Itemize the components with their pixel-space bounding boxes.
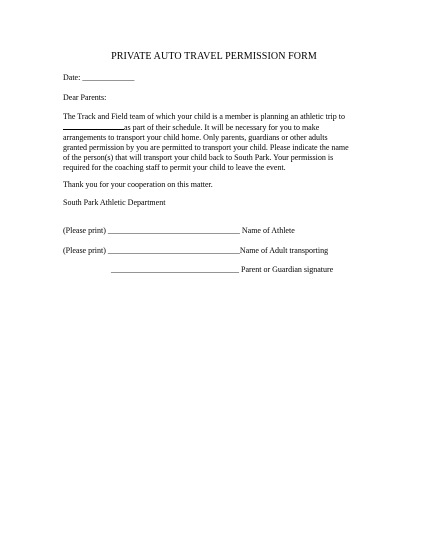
paragraph-line-2-text: as part of their schedule. It will be necessary for you to make bbox=[124, 123, 320, 132]
guardian-signature-field[interactable]: ________________________________ Parent or Guardian signature bbox=[63, 265, 334, 274]
salutation: Dear Parents: bbox=[63, 93, 107, 102]
destination-blank[interactable] bbox=[63, 122, 124, 130]
athlete-name-field[interactable]: (Please print) _________________________________ Name of Athlete bbox=[63, 226, 295, 235]
date-field[interactable]: Date: _____________ bbox=[63, 73, 135, 82]
signoff-line: South Park Athletic Department bbox=[63, 198, 166, 207]
form-title: PRIVATE AUTO TRAVEL PERMISSION FORM bbox=[111, 51, 317, 62]
paragraph-line-6: required for the coaching staff to permit your child to leave the event. bbox=[63, 163, 286, 172]
paragraph-line-4: granted permission by you are permitted to transport your child. Please indicate the name bbox=[63, 143, 349, 152]
body-paragraph bbox=[63, 112, 373, 173]
thanks-line: Thank you for your cooperation on this matter. bbox=[63, 180, 213, 189]
adult-transporting-field[interactable]: (Please print) _________________________________Name of Adult transporting bbox=[63, 246, 329, 255]
paragraph-line-2 bbox=[63, 122, 373, 133]
paragraph-line-3: arrangements to transport your child home. Only parents, guardians or other adults bbox=[63, 133, 328, 142]
paragraph-line-5: of the person(s) that will transport your child back to South Park. Your permission is bbox=[63, 153, 334, 162]
paragraph-line-1: The Track and Field team of which your child is a member is planning an athletic trip to bbox=[63, 112, 345, 121]
